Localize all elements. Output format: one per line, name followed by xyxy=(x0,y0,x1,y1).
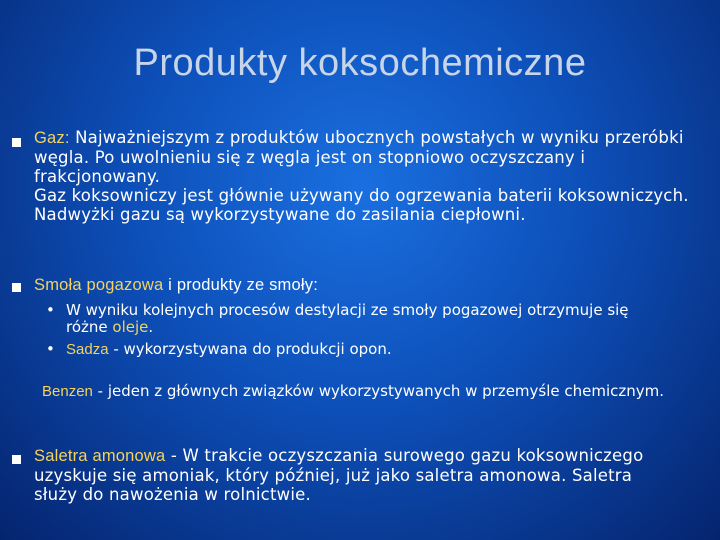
bullet-dot-icon: • xyxy=(46,340,55,358)
text-gaz-2: Gaz koksowniczy jest głównie używany do ogrzewania baterii koksowniczych. Nadwyżki gazu są wykorzystywane do zasilania ciepłowni. xyxy=(34,186,689,224)
subitem-oleje-text: W wyniku kolejnych procesów destylacji ze smoły pogazowej otrzymuje się różne xyxy=(66,301,629,336)
subitem-sadza xyxy=(46,341,666,358)
paragraph-gaz xyxy=(34,128,694,224)
slide-title: Produkty koksochemiczne xyxy=(133,42,587,84)
bullet-square-icon xyxy=(12,138,21,147)
bullet-square-icon xyxy=(12,283,21,292)
text-smola: i produkty ze smoły: xyxy=(163,276,318,294)
text-benzen: - jeden z głównych związków wykorzystywanych w przemyśle chemicznym. xyxy=(92,382,665,400)
text-gaz: Najważniejszym z produktów ubocznych powstałych w wyniku przeróbki węgla. Po uwolnieniu się z węgla jest on stopniowo oczyszczany i frakcjonowany. xyxy=(34,128,684,186)
paragraph-smola xyxy=(34,275,694,295)
lead-gaz: Gaz: xyxy=(34,129,70,147)
subitem-oleje xyxy=(46,302,666,336)
bullet-dot-icon: • xyxy=(46,301,55,319)
paragraph-benzen xyxy=(42,383,682,400)
subitem-oleje-highlight: oleje xyxy=(112,318,149,336)
bullet-square-icon xyxy=(12,455,21,464)
paragraph-saletra xyxy=(34,446,674,504)
subitem-oleje-post: . xyxy=(148,318,154,336)
lead-benzen: Benzen xyxy=(42,383,93,400)
subitem-sadza-text: - wykorzystywana do produkcji opon. xyxy=(108,340,392,358)
lead-saletra: Saletra amonowa xyxy=(34,447,166,465)
lead-smola: Smoła pogazowa xyxy=(34,276,164,294)
subitem-sadza-highlight: Sadza xyxy=(66,341,109,358)
text-saletra: - W trakcie oczyszczania surowego gazu koksowniczego uzyskuje się amoniak, który później, już jako saletra amonowa. Saletra służy do nawożenia w rolnictwie. xyxy=(34,446,644,504)
